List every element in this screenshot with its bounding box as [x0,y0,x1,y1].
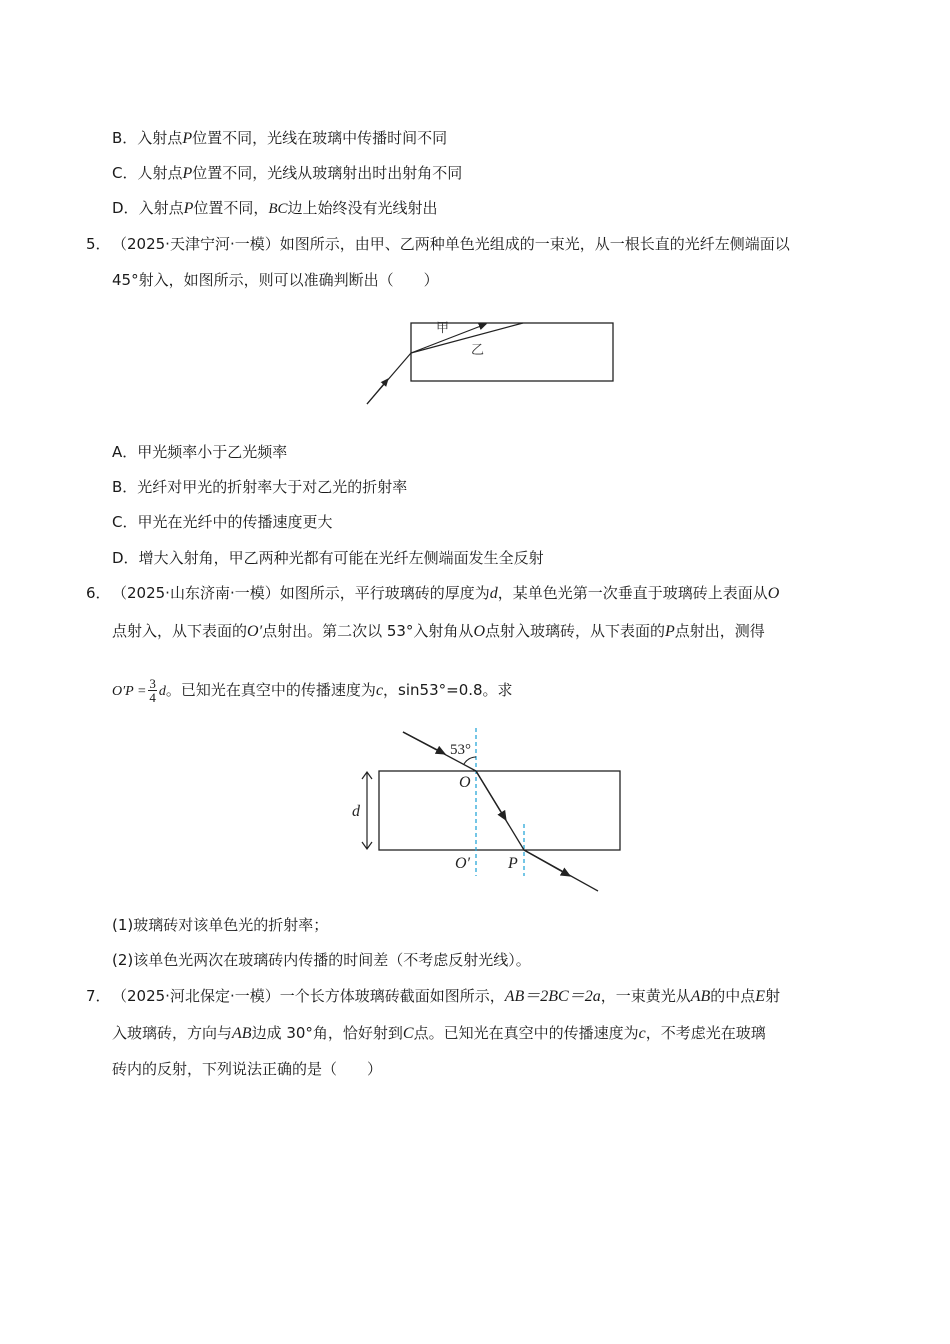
question-7-line1: （2025·河北保定·一模）一个长方体玻璃砖截面如图所示，AB＝2BC＝2a，一束黄光从AB的中点E射 [112,987,781,1005]
label-yi: 乙 [471,342,485,357]
question-6-sub1: (1)玻璃砖对该单色光的折射率； [112,916,329,934]
question-7-number: 7． [86,987,111,1005]
refracted-ray-arrow [476,771,506,820]
angle-arc [464,757,476,764]
question-6-figure [345,724,630,896]
question-6-line1: （2025·山东济南·一模）如图所示，平行玻璃砖的厚度为d，某单色光第一次垂直于玻璃砖上表面从O [112,584,780,602]
fraction-3-4: $\frac{3}{4}$ [149,676,156,705]
label-jia: 甲 [436,320,450,335]
prev-option-d[interactable]: D．入射点P位置不同，BC边上始终没有光线射出 [112,199,438,217]
question-7-line3: 砖内的反射，下列说法正确的是（ ） [112,1060,383,1078]
question-5-number: 5． [86,235,111,253]
question-7-line2: 入玻璃砖，方向与AB边成 30°角，恰好射到C点。已知光在真空中的传播速度为c，不考虑光在玻璃 [112,1024,766,1042]
question-6-number: 6． [86,584,111,602]
q5-option-c[interactable]: C．甲光在光纤中的传播速度更大 [112,513,333,531]
question-6-line2: 点射入，从下表面的O′点射出。第二次以 53°入射角从O点射入玻璃砖，从下表面的P点射出，测得 [112,622,765,640]
q5-option-b[interactable]: B．光纤对甲光的折射率大于对乙光的折射率 [112,478,408,496]
question-5-figure [360,316,620,408]
question-6-sub2: (2)该单色光两次在玻璃砖内传播的时间差（不考虑反射光线）。 [112,951,531,969]
prev-option-c[interactable]: C．人射点P位置不同，光线从玻璃射出时出射角不同 [112,164,463,182]
question-5-line1: （2025·天津宁河·一模）如图所示，由甲、乙两种单色光组成的一束光，从一根长直的光纤左侧端面以 [112,235,790,253]
q5-option-a[interactable]: A．甲光频率小于乙光频率 [112,443,288,461]
label-P: P [508,855,518,872]
incident-ray-arrow [403,732,445,754]
label-O-prime: O′ [455,855,471,872]
label-d: d [352,803,360,820]
ray-yi [411,323,523,353]
question-5-line2: 45°射入，如图所示，则可以准确判断出（ ） [112,271,439,289]
question-6-line3: O′P = $\frac{3}{4}$ d。已知光在真空中的传播速度为c，sin53°=0.8。求 [112,676,513,705]
incident-ray-arrow [367,379,388,404]
emergent-ray-arrow [524,850,570,876]
label-angle: 53° [450,742,471,758]
label-O: O [459,774,471,791]
prev-option-b[interactable]: B．入射点P位置不同，光线在玻璃中传播时间不同 [112,129,448,147]
q5-option-d[interactable]: D．增大入射角，甲乙两种光都有可能在光纤左侧端面发生全反射 [112,549,544,567]
